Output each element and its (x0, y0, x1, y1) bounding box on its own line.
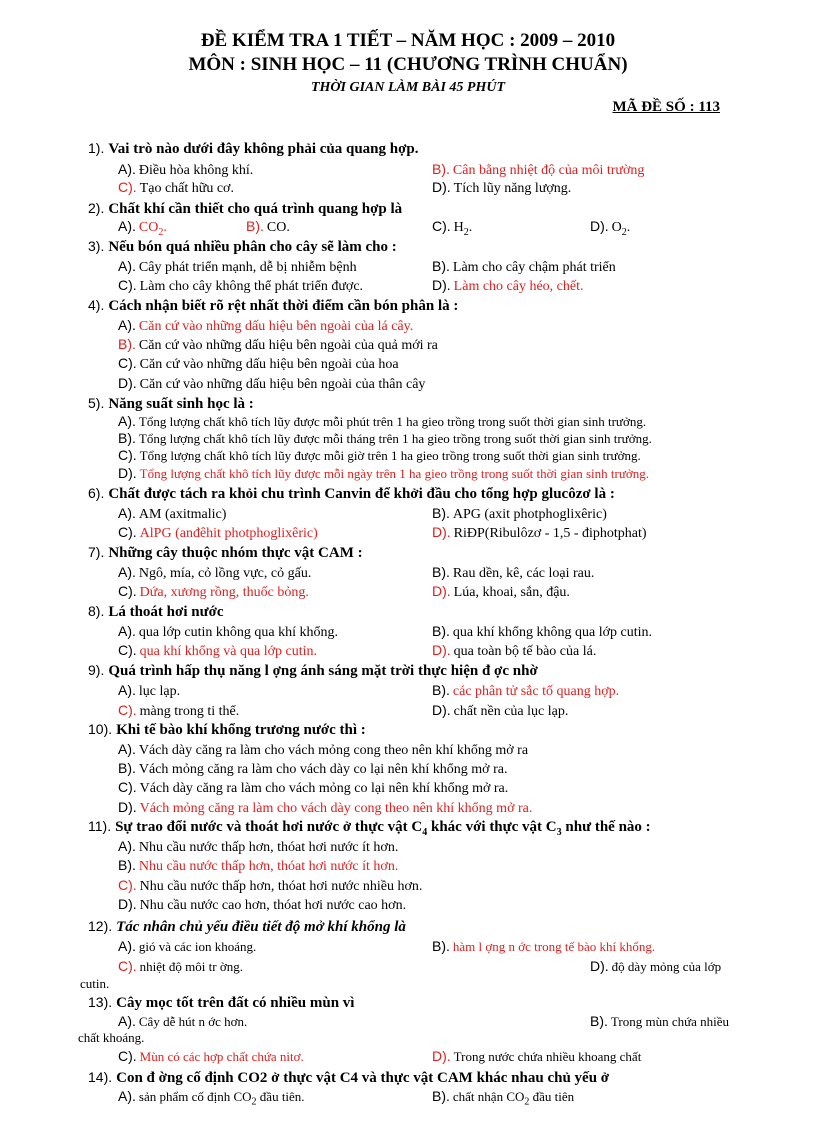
question-4: 4). Cách nhận biết rõ rệt nhất thời điểm cần bón phân là : (88, 297, 459, 314)
option-8a: A). qua lớp cutin không qua khí khổng. (118, 623, 338, 640)
option-7b: B). Rau dền, kê, các loại rau. (432, 564, 595, 581)
question-11: 11). Sự trao đổi nước và thoát hơi nước ở thực vật $C_4$ khác với thực vật $C_3$ như thế nào : (88, 818, 651, 838)
option-8b: B). qua khí khổng không qua lớp cutin. (432, 623, 652, 640)
option-7c: C). Dứa, xương rồng, thuốc bỏng. (118, 583, 309, 600)
option-12d: D). độ dày mỏng của lớp (590, 958, 722, 974)
option-7d: D). Lúa, khoai, sắn, đậu. (432, 583, 570, 600)
option-1a: A). Điều hòa không khí. (118, 161, 254, 178)
question-1: 1). Vai trò nào dưới đây không phải của quang hợp. (88, 140, 419, 157)
option-13d: D). Trong nước chứa nhiều khoang chất (432, 1048, 642, 1064)
option-3c: C). Làm cho cây không thể phát triển được. (118, 277, 364, 294)
option-4a: A). Căn cứ vào những dấu hiệu bên ngoài của lá cây. (118, 317, 414, 334)
option-11d: D). Nhu cầu nước cao hơn, thóat hơi nước cao hơn. (118, 896, 407, 913)
option-2b: B). CO. (246, 218, 290, 235)
option-12c: C). nhiệt độ môi tr ờng. (118, 958, 243, 974)
option-6a: A). AM (axitmalic) (118, 505, 227, 522)
option-9d: D). chất nền của lục lạp. (432, 702, 569, 719)
option-10d: D). Vách mỏng căng ra làm cho vách dày cong theo nên khí khổng mở ra. (118, 799, 533, 816)
option-3a: A). Cây phát triển mạnh, dễ bị nhiễm bệnh (118, 258, 357, 275)
option-9c: C). màng trong ti thể. (118, 702, 240, 719)
option-12a: A). gió và các ion khoáng. (118, 938, 257, 954)
question-13: 13). Cây mọc tốt trên đất có nhiều mùn vì (88, 994, 355, 1011)
exam-title: ĐỀ KIỂM TRA 1 TIẾT – NĂM HỌC : 2009 – 2010 (200, 30, 616, 51)
question-8: 8). Lá thoát hơi nước (88, 603, 224, 620)
option-4d: D). Căn cứ vào những dấu hiệu bên ngoài của thân cây (118, 375, 426, 392)
option-3b: B). Làm cho cây chậm phát triển (432, 258, 616, 275)
question-5: 5). Năng suất sinh học là : (88, 395, 254, 412)
option-2d: D). $O_2$. (590, 218, 631, 238)
option-1b: B). Cân bằng nhiệt độ của môi trường (432, 161, 645, 178)
option-9a: A). lục lạp. (118, 682, 181, 699)
question-12: 12). Tác nhân chủ yếu điều tiết độ mở khí khổng là (88, 918, 406, 935)
option-11a: A). Nhu cầu nước thấp hơn, thóat hơi nước ít hơn. (118, 838, 399, 855)
option-13a: A). Cây dễ hút n ớc hơn. (118, 1013, 248, 1029)
option-5d: D). Tổng lượng chất khô tích lũy được mỗi ngày trên 1 ha gieo trồng trong suốt thời gian sinh trưởng. (118, 465, 650, 481)
option-2c: C). $H_2$. (432, 218, 473, 238)
option-5c: C). Tổng lượng chất khô tích lũy được mỗi giờ trên 1 ha gieo trồng trong suốt thời gian sinh trưởng. (118, 447, 641, 463)
question-3: 3). Nếu bón quá nhiều phân cho cây sẽ làm cho : (88, 238, 397, 255)
option-5a: A). Tổng lượng chất khô tích lũy được mỗi phút trên 1 ha gieo trồng trong suốt thời gian sinh trưởng. (118, 413, 647, 429)
question-9: 9). Quá trình hấp thụ năng l ợng ánh sáng mặt trời thực hiện đ ợc nhờ (88, 662, 538, 679)
question-6: 6). Chất được tách ra khỏi chu trình Canvin để khởi đầu cho tổng hợp glucôzơ là : (88, 485, 615, 502)
duration-text: THỜI GIAN LÀM BÀI 45 PHÚT (310, 80, 506, 95)
option-14b: B). chất nhận $CO_2$ đầu tiên (432, 1088, 575, 1108)
option-11b: B). Nhu cầu nước thấp hơn, thóat hơi nước ít hơn. (118, 857, 399, 874)
option-11c: C). Nhu cầu nước thấp hơn, thóat hơi nước nhiều hơn. (118, 877, 423, 894)
question-7: 7). Những cây thuộc nhóm thực vật CAM : (88, 544, 363, 561)
question-14: 14). Con đ ờng cố định CO2 ở thực vật C4 và thực vật CAM khác nhau chủ yếu ở (88, 1069, 610, 1086)
option-13b: B). Trong mùn chứa nhiều (590, 1013, 730, 1029)
option-10b: B). Vách mỏng căng ra làm cho vách dày co lại nên khí khổng mở ra. (118, 760, 508, 777)
option-3d: D). Làm cho cây héo, chết. (432, 277, 584, 294)
option-4b: B). Căn cứ vào những dấu hiệu bên ngoài của quả mới ra (118, 336, 438, 353)
question-2: 2). Chất khí cần thiết cho quá trình quang hợp là (88, 200, 403, 217)
option-12b: B). hàm l ợng n ớc trong tế bào khí khổng. (432, 938, 656, 954)
option-6d: D). RiĐP(Ribulôzơ - 1,5 - điphotphat) (432, 524, 647, 541)
option-7a: A). Ngô, mía, cỏ lồng vực, cỏ gấu. (118, 564, 312, 581)
option-5b: B). Tổng lượng chất khô tích lũy được mỗi tháng trên 1 ha gieo trồng trong suốt thời gian sinh trưởng. (118, 430, 652, 446)
option-1c: C). Tạo chất hữu cơ. (118, 179, 234, 196)
option-6b: B). APG (axit photphoglixêric) (432, 505, 607, 522)
option-4c: C). Căn cứ vào những dấu hiệu bên ngoài của hoa (118, 355, 399, 372)
question-10: 10). Khi tế bào khí khổng trương nước thì : (88, 721, 366, 738)
option-6c: C). AlPG (anđêhit photphoglixêric) (118, 524, 318, 541)
option-8c: C). qua khí khổng và qua lớp cutin. (118, 642, 317, 659)
option-12d-continued: cutin. (80, 976, 110, 991)
subject-title: MÔN : SINH HỌC – 11 (CHƯƠNG TRÌNH CHUẨN) (188, 54, 628, 75)
option-8d: D). qua toàn bộ tế bào của lá. (432, 642, 597, 659)
option-13c: C). Mùn có các hợp chất chứa nitơ. (118, 1048, 304, 1064)
option-2a: A). $CO_2$. (118, 218, 167, 238)
option-10c: C). Vách dày căng ra làm cho vách mỏng co lại nên khí khổng mở ra. (118, 779, 509, 796)
option-13b-continued: chất khoáng. (78, 1030, 145, 1045)
option-9b: B). các phân tử sắc tố quang hợp. (432, 682, 620, 699)
option-1d: D). Tích lũy năng lượng. (432, 179, 572, 196)
option-14a: A). sản phẩm cố định $CO_2$ đầu tiên. (118, 1088, 305, 1108)
option-10a: A). Vách dày căng ra làm cho vách mỏng cong theo nên khí khổng mở ra (118, 741, 529, 758)
exam-code: MÃ ĐỀ SỐ : 113 (612, 99, 720, 115)
